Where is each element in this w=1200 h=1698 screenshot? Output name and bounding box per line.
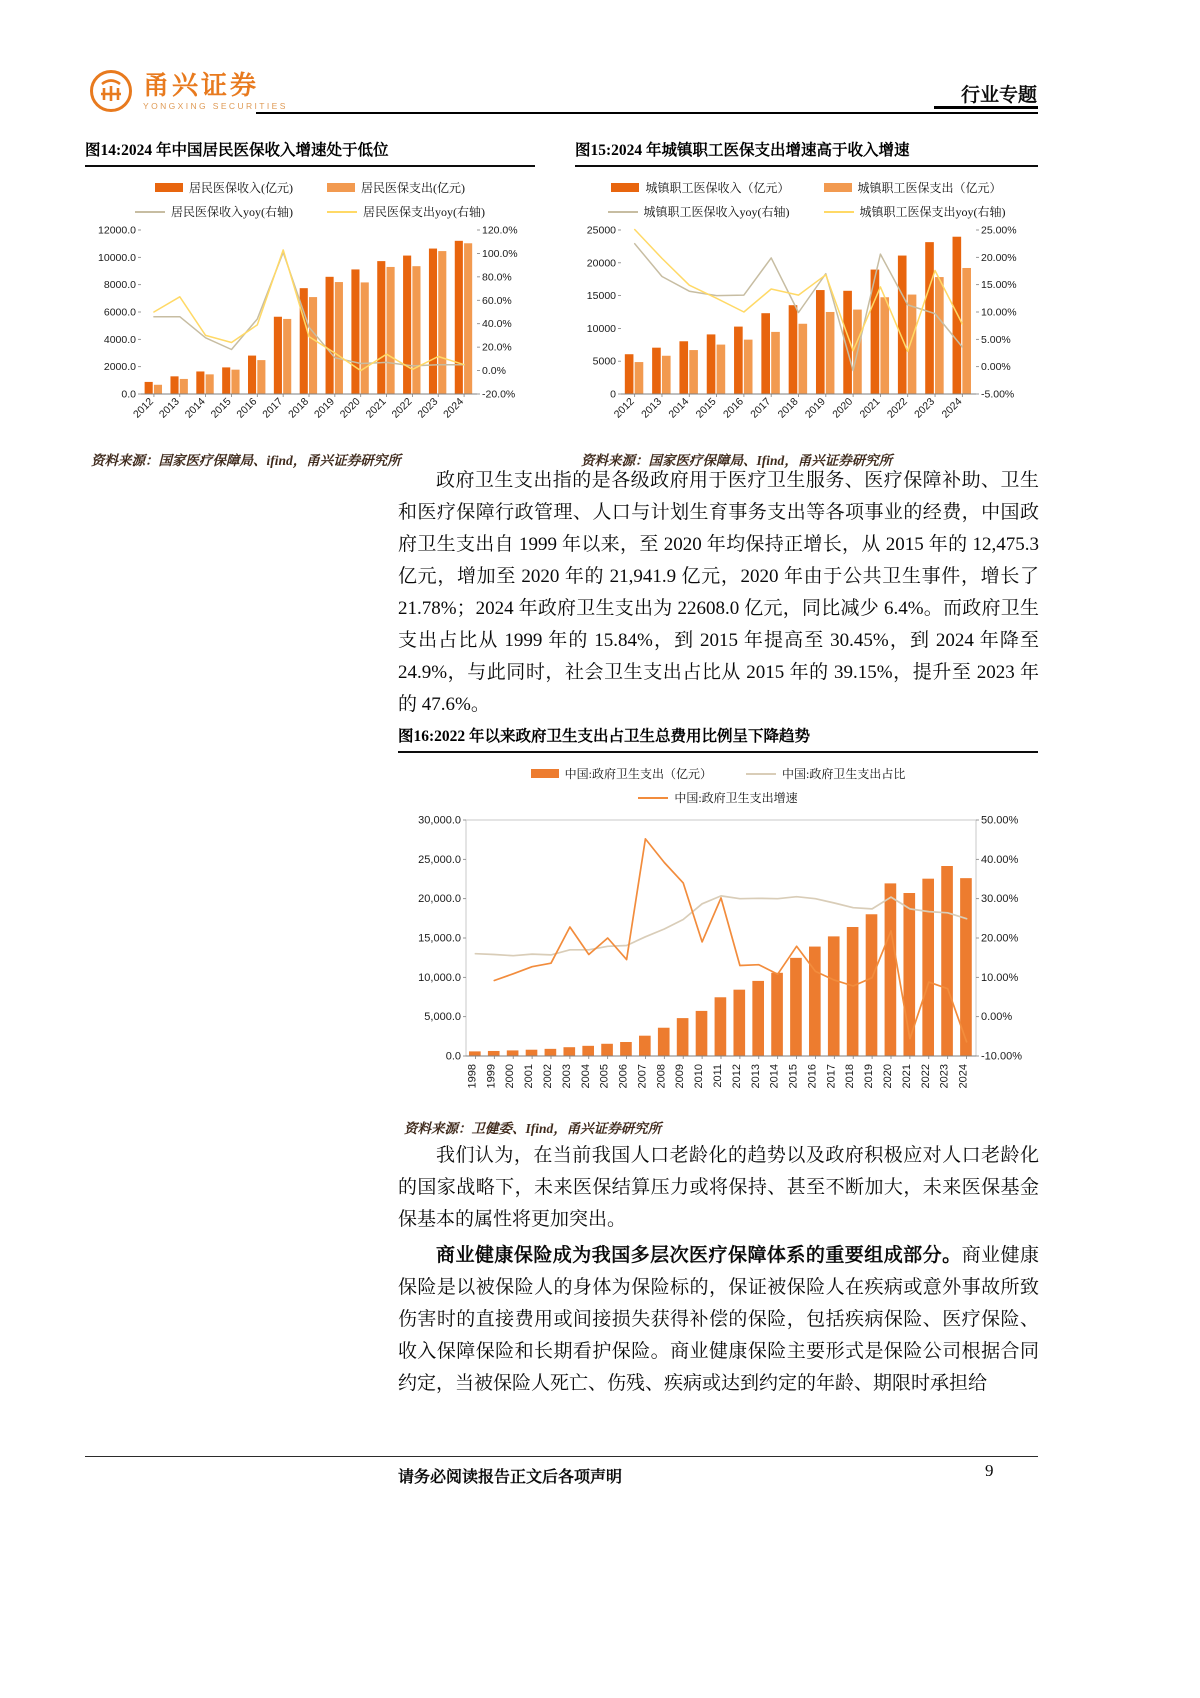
- legend-item: [824, 179, 1002, 196]
- legend-label: 居民医保支出yoy(右轴): [363, 205, 485, 219]
- svg-text:2019: 2019: [802, 395, 828, 421]
- legend-item: [638, 789, 797, 806]
- legend-label: 居民医保支出(亿元): [361, 181, 465, 195]
- figure-14-chart: [85, 222, 535, 445]
- svg-text:2023: 2023: [415, 395, 441, 421]
- svg-text:4000.0: 4000.0: [103, 333, 136, 346]
- svg-text:120.0%: 120.0%: [482, 224, 518, 237]
- legend-label: 城镇职工医保支出yoy(右轴): [859, 205, 1006, 219]
- legend-line-swatch-icon: [135, 211, 165, 213]
- svg-text:2021: 2021: [857, 395, 883, 421]
- svg-text:50.00%: 50.00%: [981, 814, 1019, 827]
- svg-text:5.00%: 5.00%: [981, 333, 1011, 346]
- brand-name: 甬兴证券: [143, 69, 260, 100]
- svg-text:25000: 25000: [586, 224, 616, 237]
- paragraph-commercial-insurance: [398, 1240, 1039, 1400]
- figure-15-legend: [575, 179, 1038, 220]
- svg-text:2000: 2000: [504, 1064, 517, 1089]
- svg-text:0.00%: 0.00%: [981, 1011, 1013, 1024]
- svg-text:2016: 2016: [721, 395, 747, 421]
- figure-16-chart: [398, 808, 1038, 1113]
- svg-text:10000: 10000: [586, 322, 616, 335]
- legend-label: 中国:政府卫生支出占比: [782, 767, 906, 781]
- legend-line-swatch-icon: [638, 797, 668, 799]
- paragraph-government-health-spending: 政府卫生支出指的是各级政府用于医疗卫生服务、医疗保障补助、卫生和医疗保障行政管理、人口与计划生育事务支出等各项事业的经费，中国政府卫生支出自 1999 年以来，至 2020 年均保持正增长，从 2015 年的 12,475.3 亿元，增加至 2020 年的 21,941.9 亿元，2020 年由于公共卫生事件，增长了 21.78%；2024 年政府卫生支出为 22608.0 亿元，同比减少 6.4%。而政府卫生支出占比从 1999 年的 15.84%，到 2015 年提高至 30.45%，到 2024 年降至 24.9%，与此同时，社会卫生支出占比从 2015 年的 39.15%，提升至 2023 年的 47.6%。: [398, 470, 1039, 715]
- svg-text:2023: 2023: [912, 395, 938, 421]
- brand-subtitle: YONGXING SECURITIES: [143, 101, 288, 112]
- svg-text:2018: 2018: [844, 1064, 857, 1089]
- figure-15: [575, 138, 1038, 469]
- svg-text:2012: 2012: [611, 395, 637, 421]
- legend-item: [746, 765, 905, 782]
- legend-line-swatch-icon: [746, 773, 776, 775]
- legend-label: 居民医保收入yoy(右轴): [171, 205, 293, 219]
- svg-text:2011: 2011: [712, 1064, 724, 1088]
- page-number: 9: [985, 1461, 994, 1480]
- svg-text:40.0%: 40.0%: [482, 318, 512, 331]
- legend-line-swatch-icon: [608, 211, 638, 213]
- legend-row: [638, 789, 797, 806]
- legend-line-swatch-icon: [824, 211, 854, 213]
- svg-text:10.00%: 10.00%: [981, 306, 1017, 319]
- svg-text:2009: 2009: [674, 1064, 687, 1089]
- svg-text:2017: 2017: [748, 395, 774, 421]
- svg-text:2021: 2021: [363, 395, 389, 421]
- svg-text:15000: 15000: [586, 290, 616, 303]
- legend-bar-swatch-icon: [611, 183, 639, 192]
- svg-text:2024: 2024: [441, 395, 467, 421]
- svg-text:2017: 2017: [260, 395, 286, 421]
- svg-text:60.0%: 60.0%: [482, 294, 512, 307]
- legend-item: [611, 179, 789, 196]
- figure-15-source: 资料来源：国家医疗保障局、Ifind，甬兴证券研究所: [581, 453, 893, 468]
- svg-text:15.00%: 15.00%: [981, 279, 1017, 292]
- legend-label: 居民医保收入(亿元): [189, 181, 293, 195]
- svg-text:6000.0: 6000.0: [103, 306, 136, 319]
- svg-text:2013: 2013: [639, 395, 665, 421]
- legend-item: [824, 203, 1006, 220]
- svg-text:2015: 2015: [208, 395, 234, 421]
- svg-text:80.0%: 80.0%: [482, 271, 512, 284]
- footer-disclaimer: 请务必阅读报告正文后各项声明: [398, 1469, 623, 1486]
- svg-text:2022: 2022: [884, 395, 910, 421]
- legend-label: 中国:政府卫生支出（亿元）: [564, 767, 712, 781]
- svg-text:2000.0: 2000.0: [103, 361, 136, 374]
- svg-text:20.00%: 20.00%: [981, 932, 1019, 945]
- legend-bar-swatch-icon: [155, 183, 183, 192]
- figure-14-legend: [85, 179, 535, 220]
- svg-text:2013: 2013: [749, 1064, 762, 1089]
- svg-text:0.0: 0.0: [121, 388, 136, 401]
- legend-row: [135, 203, 485, 220]
- svg-text:2023: 2023: [938, 1064, 951, 1089]
- svg-text:2016: 2016: [234, 395, 260, 421]
- svg-text:2012: 2012: [730, 1064, 743, 1089]
- legend-label: 城镇职工医保收入yoy(右轴): [643, 205, 790, 219]
- svg-text:2013: 2013: [156, 395, 182, 421]
- svg-text:12000.0: 12000.0: [98, 224, 136, 237]
- paragraph-opinion: 我们认为，在当前我国人口老龄化的趋势以及政府积极应对人口老龄化的国家战略下，未来医保结算压力或将保持、甚至不断加大，未来医保基金保基本的属性将更加突出。: [398, 1145, 1039, 1230]
- header-rule: [256, 112, 1038, 114]
- svg-text:0.00%: 0.00%: [981, 361, 1011, 374]
- figure-16-legend: [398, 765, 1038, 806]
- legend-label: 城镇职工医保支出（亿元）: [857, 181, 1002, 195]
- legend-item: [155, 179, 293, 196]
- brand-text: [143, 71, 288, 112]
- brand: [88, 68, 288, 114]
- svg-text:2015: 2015: [787, 1064, 800, 1089]
- legend-item: [531, 765, 712, 782]
- svg-text:2014: 2014: [666, 395, 692, 421]
- figure-16-title: 图16:2022 年以来政府卫生支出占卫生总费用比例呈下降趋势: [398, 724, 1038, 753]
- svg-text:25,000.0: 25,000.0: [418, 853, 461, 866]
- figure-16-source: 资料来源：卫健委、Ifind，甬兴证券研究所: [404, 1121, 662, 1136]
- svg-text:2008: 2008: [655, 1064, 668, 1089]
- legend-item: [327, 179, 465, 196]
- paragraph-lead-rest: 商业健康保险是以被保险人的身体为保险标的，保证被保险人在疾病或意外事故所致伤害时的直接费用或间接损失获得补偿的保险，包括疾病保险、医疗保险、收入保障保险和长期看护保险。商业健康保险主要形式是保险公司根据合同约定，当被保险人死亡、伤残、疾病或达到约定的年龄、期限时承担给: [398, 1245, 1039, 1394]
- svg-text:2014: 2014: [182, 395, 208, 421]
- footer-rule: [85, 1456, 1038, 1457]
- svg-text:2016: 2016: [806, 1064, 819, 1089]
- svg-text:2022: 2022: [389, 395, 415, 421]
- svg-text:2006: 2006: [617, 1064, 630, 1089]
- svg-text:-5.00%: -5.00%: [981, 388, 1015, 401]
- svg-text:0.0%: 0.0%: [482, 365, 506, 378]
- figure-15-chart: [575, 222, 1038, 445]
- svg-text:-20.0%: -20.0%: [482, 388, 516, 401]
- svg-text:25.00%: 25.00%: [981, 224, 1017, 237]
- legend-item: [327, 203, 485, 220]
- legend-row: [608, 203, 1006, 220]
- svg-text:30.00%: 30.00%: [981, 893, 1019, 906]
- figure-14-source: 资料来源：国家医疗保障局、ifind，甬兴证券研究所: [91, 453, 401, 468]
- svg-text:40.00%: 40.00%: [981, 853, 1019, 866]
- legend-row: [611, 179, 1001, 196]
- svg-text:20,000.0: 20,000.0: [418, 893, 461, 906]
- svg-text:2022: 2022: [919, 1064, 932, 1089]
- legend-row: [531, 765, 906, 782]
- svg-text:2005: 2005: [598, 1064, 611, 1089]
- legend-bar-swatch-icon: [531, 769, 559, 778]
- svg-text:1999: 1999: [485, 1064, 498, 1089]
- svg-text:15,000.0: 15,000.0: [418, 932, 461, 945]
- legend-label: 城镇职工医保收入（亿元）: [645, 181, 790, 195]
- legend-bar-swatch-icon: [327, 183, 355, 192]
- svg-text:2014: 2014: [768, 1064, 781, 1089]
- legend-label: 中国:政府卫生支出增速: [674, 791, 798, 805]
- svg-text:2001: 2001: [523, 1064, 536, 1089]
- svg-text:5000: 5000: [592, 355, 616, 368]
- svg-text:2019: 2019: [311, 395, 337, 421]
- svg-text:10,000.0: 10,000.0: [418, 971, 461, 984]
- svg-text:0.0: 0.0: [445, 1050, 461, 1063]
- svg-text:20.00%: 20.00%: [981, 251, 1017, 264]
- svg-text:2024: 2024: [957, 1064, 970, 1089]
- legend-item: [135, 203, 293, 220]
- svg-text:5,000.0: 5,000.0: [424, 1011, 461, 1024]
- svg-text:10000.0: 10000.0: [98, 251, 136, 264]
- brand-logo-icon: [88, 68, 134, 114]
- svg-text:2024: 2024: [939, 395, 965, 421]
- legend-line-swatch-icon: [327, 211, 357, 213]
- svg-text:20000: 20000: [586, 257, 616, 270]
- svg-text:100.0%: 100.0%: [482, 247, 518, 260]
- figure-14: [85, 138, 535, 469]
- legend-bar-swatch-icon: [824, 183, 852, 192]
- svg-text:8000.0: 8000.0: [103, 279, 136, 292]
- paragraph-lead-bold: 商业健康保险成为我国多层次医疗保障体系的重要组成部分。: [436, 1245, 962, 1266]
- svg-text:2018: 2018: [286, 395, 312, 421]
- svg-text:2004: 2004: [579, 1064, 592, 1089]
- svg-text:2017: 2017: [825, 1064, 838, 1089]
- figure-16: [398, 724, 1038, 1137]
- svg-text:0: 0: [610, 388, 616, 401]
- svg-text:1998: 1998: [466, 1064, 479, 1089]
- doc-type-label: 行业专题: [960, 85, 1037, 106]
- figure-15-title: 图15:2024 年城镇职工医保支出增速高于收入增速: [575, 138, 1038, 167]
- svg-text:2015: 2015: [693, 395, 719, 421]
- svg-text:30,000.0: 30,000.0: [418, 814, 461, 827]
- svg-text:2020: 2020: [882, 1064, 894, 1089]
- svg-text:-10.00%: -10.00%: [981, 1050, 1022, 1063]
- legend-item: [608, 203, 790, 220]
- header-rule-short: [934, 106, 1038, 109]
- svg-text:2007: 2007: [636, 1064, 649, 1089]
- svg-text:2020: 2020: [830, 395, 856, 421]
- svg-text:2002: 2002: [542, 1064, 554, 1089]
- svg-text:2019: 2019: [863, 1064, 876, 1089]
- svg-text:2010: 2010: [693, 1064, 706, 1089]
- svg-text:20.0%: 20.0%: [482, 341, 512, 354]
- svg-text:2020: 2020: [337, 395, 363, 421]
- figure-14-title: 图14:2024 年中国居民医保收入增速处于低位: [85, 138, 535, 167]
- svg-text:2003: 2003: [560, 1064, 573, 1089]
- svg-text:10.00%: 10.00%: [981, 971, 1019, 984]
- svg-text:2012: 2012: [131, 395, 157, 421]
- svg-text:2021: 2021: [900, 1064, 913, 1089]
- legend-row: [155, 179, 465, 196]
- svg-text:2018: 2018: [775, 395, 801, 421]
